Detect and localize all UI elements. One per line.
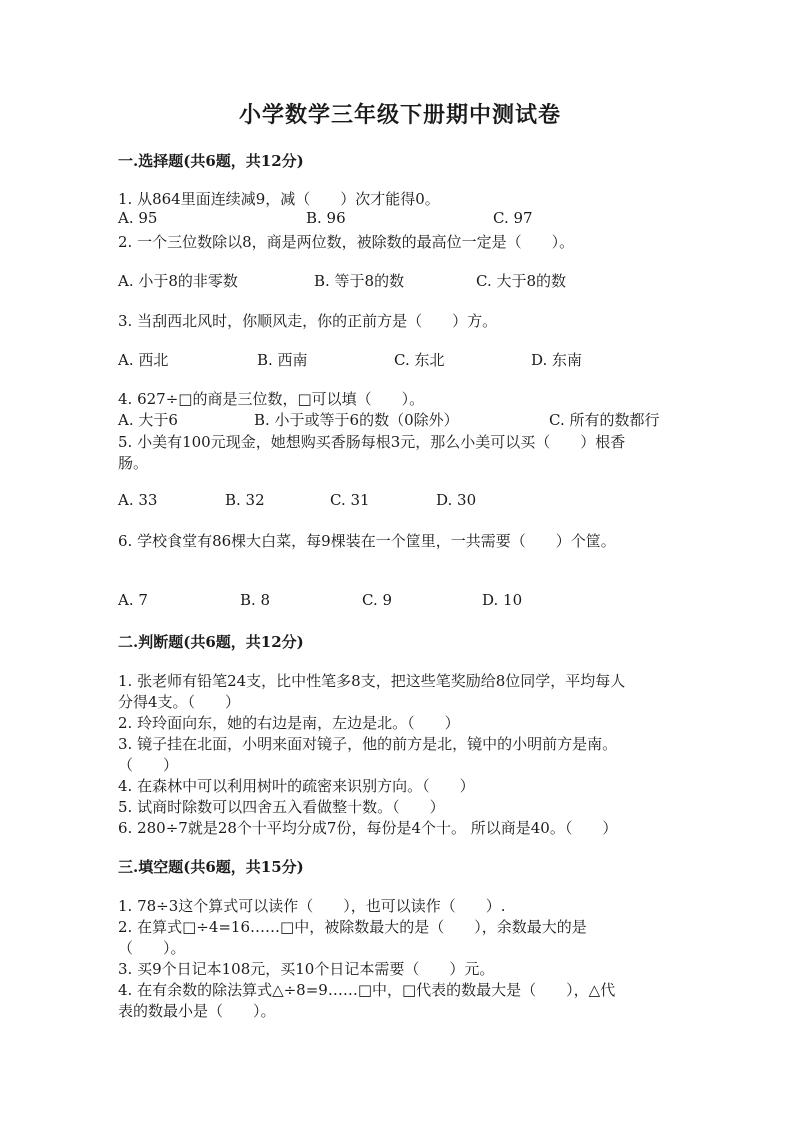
- choice-question-4: 4. 627÷□的商是三位数，□可以填（ ）。: [118, 390, 425, 408]
- fill-question-2-line-1: 2. 在算式□÷4=16……□中，被除数最大的是（ ），余数最大的是: [118, 918, 587, 936]
- choice-question-5-line-1: 5. 小美有100元现金，她想购买香肠每根3元，那么小美可以买（ ）根香: [118, 433, 626, 451]
- section-heading-judge: 二.判断题(共6题，共12分): [118, 633, 304, 651]
- choice-q3-option-d: D. 东南: [531, 351, 583, 369]
- fill-question-4-line-2: 表的数最小是（ ）。: [118, 1002, 276, 1020]
- judge-question-1-line-2: 分得4支。（ ）: [118, 693, 241, 711]
- choice-q4-option-a: A. 大于6: [118, 411, 178, 429]
- choice-question-1: 1. 从864里面连续减9，减（ ）次才能得0。: [118, 190, 440, 208]
- choice-question-2: 2. 一个三位数除以8，商是两位数，被除数的最高位一定是（ ）。: [118, 233, 575, 251]
- choice-q2-option-c: C. 大于8的数: [476, 272, 567, 290]
- choice-q2-option-b: B. 等于8的数: [314, 272, 405, 290]
- choice-q3-option-c: C. 东北: [394, 351, 445, 369]
- judge-question-5: 5. 试商时除数可以四舍五入看做整十数。（ ）: [118, 798, 445, 816]
- fill-question-1: 1. 78÷3这个算式可以读作（ ），也可以读作（ ）.: [118, 897, 506, 915]
- choice-question-6: 6. 学校食堂有86棵大白菜，每9棵装在一个筐里，一共需要（ ）个筐。: [118, 532, 616, 550]
- fill-question-4-line-1: 4. 在有余数的除法算式△÷8=9……□中，□代表的数最大是（ ），△代: [118, 981, 616, 999]
- choice-q2-option-a: A. 小于8的非零数: [118, 272, 238, 290]
- choice-q6-option-a: A. 7: [118, 591, 148, 609]
- judge-question-6: 6. 280÷7就是28个十平均分成7份，每份是4个十。 所以商是40。（ ）: [118, 819, 618, 837]
- choice-q5-option-b: B. 32: [225, 491, 265, 509]
- judge-question-2: 2. 玲玲面向东，她的右边是南，左边是北。（ ）: [118, 714, 460, 732]
- choice-q5-option-d: D. 30: [436, 491, 477, 509]
- choice-q1-option-b: B. 96: [306, 209, 346, 227]
- choice-q3-option-b: B. 西南: [257, 351, 308, 369]
- choice-q5-option-a: A. 33: [118, 491, 158, 509]
- choice-q4-option-c: C. 所有的数都行: [549, 411, 660, 429]
- judge-question-3-line-2: （ ）: [118, 756, 179, 774]
- judge-question-4: 4. 在森林中可以利用树叶的疏密来识别方向。（ ）: [118, 777, 475, 795]
- choice-q1-option-a: A. 95: [118, 209, 158, 227]
- choice-question-3: 3. 当刮西北风时，你顺风走，你的正前方是（ ）方。: [118, 312, 498, 330]
- section-heading-fill: 三.填空题(共6题，共15分): [118, 858, 304, 876]
- choice-question-5-line-2: 肠。: [118, 454, 149, 472]
- choice-q4-option-b: B. 小于或等于6的数（0除外）: [254, 411, 459, 429]
- choice-q6-option-d: D. 10: [482, 591, 523, 609]
- choice-q6-option-c: C. 9: [362, 591, 393, 609]
- choice-q1-option-c: C. 97: [493, 209, 533, 227]
- choice-q6-option-b: B. 8: [240, 591, 271, 609]
- choice-q3-option-a: A. 西北: [118, 351, 169, 369]
- choice-q5-option-c: C. 31: [330, 491, 370, 509]
- fill-question-2-line-2: （ ）。: [118, 939, 186, 957]
- page-title: 小学数学三年级下册期中测试卷: [238, 102, 561, 128]
- section-heading-choice: 一.选择题(共6题，共12分): [118, 152, 304, 170]
- judge-question-3-line-1: 3. 镜子挂在北面，小明来面对镜子，他的前方是北，镜中的小明前方是南。: [118, 735, 618, 753]
- judge-question-1-line-1: 1. 张老师有铅笔24支，比中性笔多8支，把这些笔奖励给8位同学，平均每人: [118, 672, 626, 690]
- fill-question-3: 3. 买9个日记本108元，买10个日记本需要（ ）元。: [118, 960, 495, 978]
